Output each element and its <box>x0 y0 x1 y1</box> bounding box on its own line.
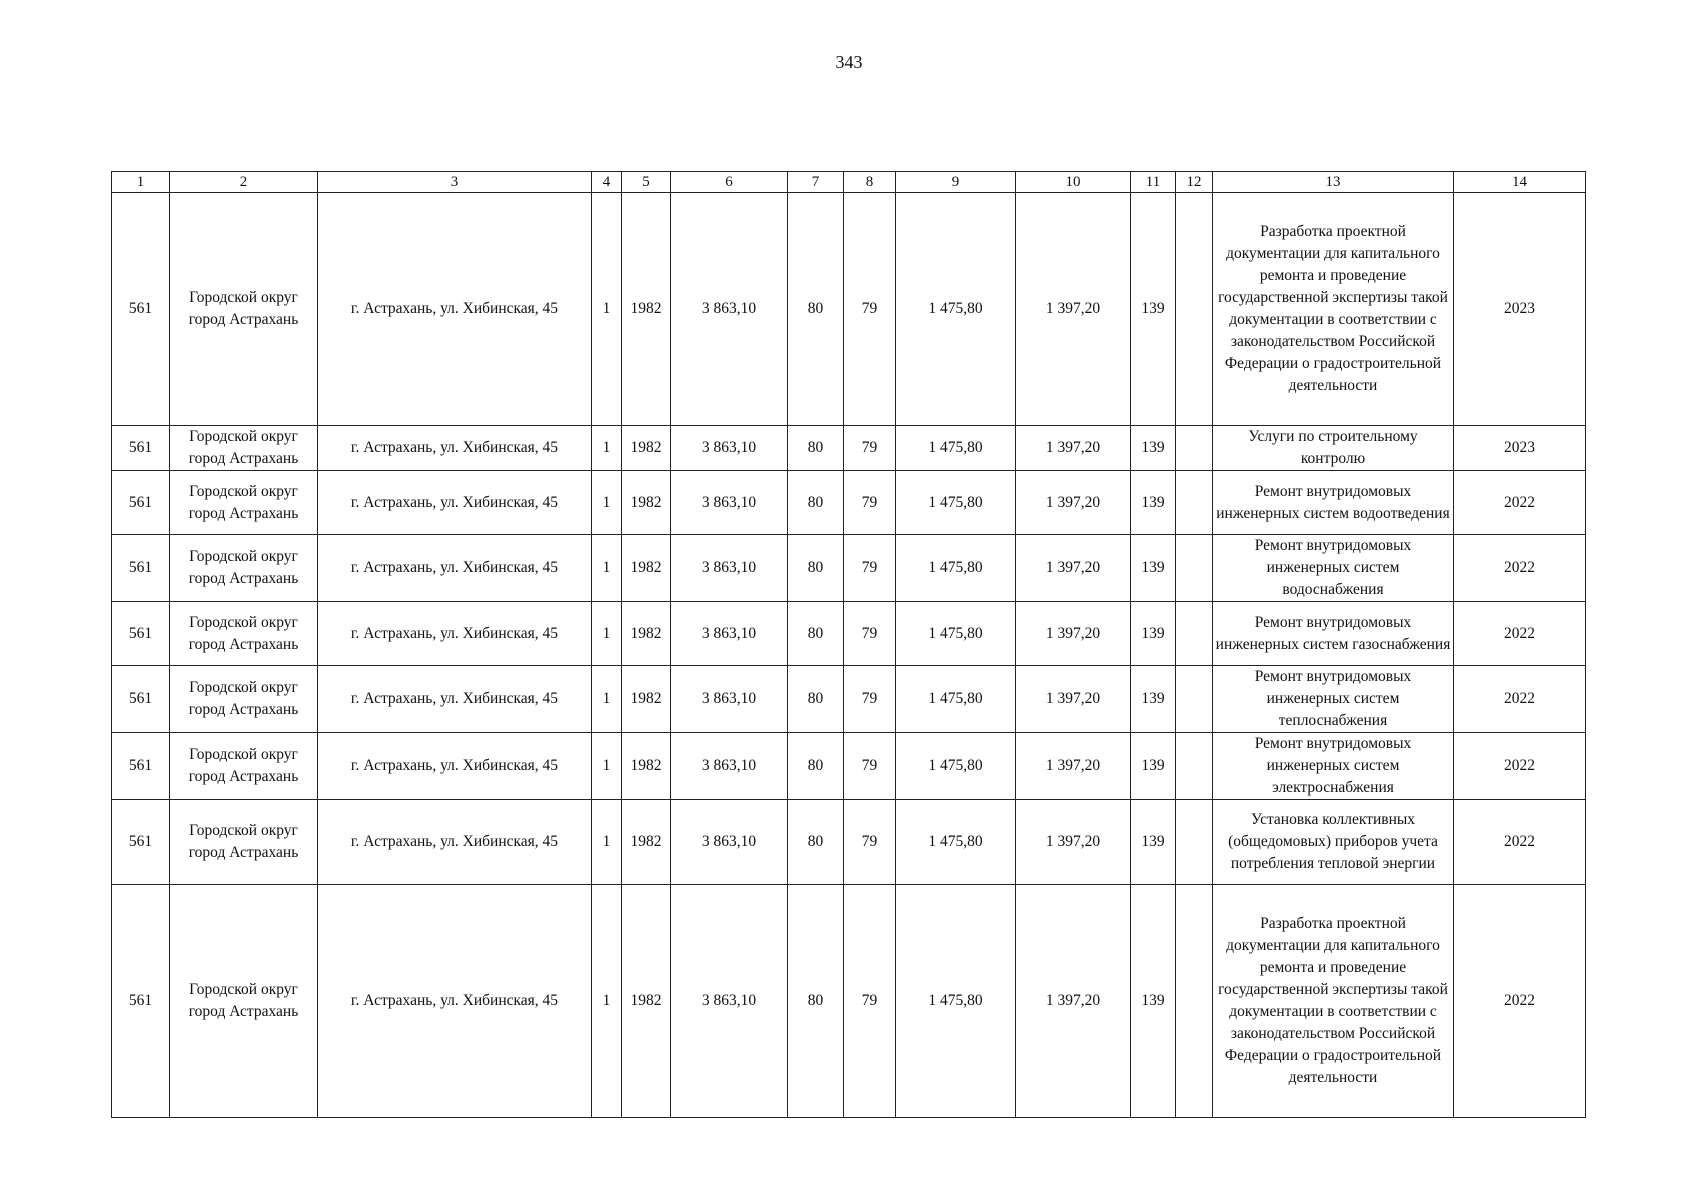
col-8-cell: 79 <box>844 602 896 666</box>
table-row <box>112 733 1586 800</box>
area-10-cell: 1 397,20 <box>1016 800 1131 885</box>
address-cell: г. Астрахань, ул. Хибинская, 45 <box>318 471 592 535</box>
work-type-cell: Ремонт внутридомовых инженерных систем водоснабжения <box>1213 535 1454 602</box>
capital-repair-table <box>111 171 1586 1118</box>
table-row <box>112 602 1586 666</box>
total-area-cell: 3 863,10 <box>671 800 788 885</box>
column-header-11: 11 <box>1131 172 1176 193</box>
area-9-cell: 1 475,80 <box>896 193 1016 426</box>
column-number-row <box>112 172 1586 193</box>
area-10-cell: 1 397,20 <box>1016 885 1131 1118</box>
row-number-cell: 561 <box>112 666 170 733</box>
column-header-6: 6 <box>671 172 788 193</box>
municipality-cell: Городской округ город Астрахань <box>170 535 318 602</box>
col-7-cell: 80 <box>788 666 844 733</box>
col-7-cell: 80 <box>788 426 844 471</box>
area-9-cell: 1 475,80 <box>896 535 1016 602</box>
col-4-cell: 1 <box>592 666 622 733</box>
col-7-cell: 80 <box>788 602 844 666</box>
column-header-14: 14 <box>1454 172 1586 193</box>
work-type-cell: Ремонт внутридомовых инженерных систем теплоснабжения <box>1213 666 1454 733</box>
year-cell: 1982 <box>622 885 671 1118</box>
area-10-cell: 1 397,20 <box>1016 733 1131 800</box>
col-8-cell: 79 <box>844 193 896 426</box>
total-area-cell: 3 863,10 <box>671 733 788 800</box>
column-header-7: 7 <box>788 172 844 193</box>
column-header-9: 9 <box>896 172 1016 193</box>
area-9-cell: 1 475,80 <box>896 426 1016 471</box>
residents-cell: 139 <box>1131 733 1176 800</box>
col-4-cell: 1 <box>592 800 622 885</box>
address-cell: г. Астрахань, ул. Хибинская, 45 <box>318 535 592 602</box>
col-7-cell: 80 <box>788 535 844 602</box>
total-area-cell: 3 863,10 <box>671 193 788 426</box>
table-row <box>112 666 1586 733</box>
col-8-cell: 79 <box>844 471 896 535</box>
column-header-12: 12 <box>1176 172 1213 193</box>
column-header-8: 8 <box>844 172 896 193</box>
residents-cell: 139 <box>1131 885 1176 1118</box>
address-cell: г. Астрахань, ул. Хибинская, 45 <box>318 426 592 471</box>
area-10-cell: 1 397,20 <box>1016 602 1131 666</box>
col-4-cell: 1 <box>592 602 622 666</box>
col-7-cell: 80 <box>788 885 844 1118</box>
work-type-cell: Ремонт внутридомовых инженерных систем газоснабжения <box>1213 602 1454 666</box>
residents-cell: 139 <box>1131 602 1176 666</box>
address-cell: г. Астрахань, ул. Хибинская, 45 <box>318 733 592 800</box>
col-12-cell <box>1176 193 1213 426</box>
col-12-cell <box>1176 426 1213 471</box>
col-12-cell <box>1176 733 1213 800</box>
residents-cell: 139 <box>1131 800 1176 885</box>
address-cell: г. Астрахань, ул. Хибинская, 45 <box>318 193 592 426</box>
address-cell: г. Астрахань, ул. Хибинская, 45 <box>318 666 592 733</box>
plan-year-cell: 2023 <box>1454 426 1586 471</box>
col-12-cell <box>1176 535 1213 602</box>
residents-cell: 139 <box>1131 426 1176 471</box>
area-9-cell: 1 475,80 <box>896 471 1016 535</box>
col-8-cell: 79 <box>844 733 896 800</box>
col-8-cell: 79 <box>844 666 896 733</box>
residents-cell: 139 <box>1131 666 1176 733</box>
plan-year-cell: 2022 <box>1454 666 1586 733</box>
residents-cell: 139 <box>1131 193 1176 426</box>
row-number-cell: 561 <box>112 193 170 426</box>
col-8-cell: 79 <box>844 800 896 885</box>
column-header-3: 3 <box>318 172 592 193</box>
municipality-cell: Городской округ город Астрахань <box>170 733 318 800</box>
municipality-cell: Городской округ город Астрахань <box>170 666 318 733</box>
col-4-cell: 1 <box>592 885 622 1118</box>
plan-year-cell: 2022 <box>1454 535 1586 602</box>
col-12-cell <box>1176 666 1213 733</box>
municipality-cell: Городской округ город Астрахань <box>170 193 318 426</box>
work-type-cell: Услуги по строительному контролю <box>1213 426 1454 471</box>
total-area-cell: 3 863,10 <box>671 666 788 733</box>
table-row <box>112 426 1586 471</box>
area-9-cell: 1 475,80 <box>896 885 1016 1118</box>
plan-year-cell: 2023 <box>1454 193 1586 426</box>
col-4-cell: 1 <box>592 733 622 800</box>
col-4-cell: 1 <box>592 426 622 471</box>
year-cell: 1982 <box>622 193 671 426</box>
address-cell: г. Астрахань, ул. Хибинская, 45 <box>318 800 592 885</box>
plan-year-cell: 2022 <box>1454 800 1586 885</box>
column-header-10: 10 <box>1016 172 1131 193</box>
row-number-cell: 561 <box>112 471 170 535</box>
residents-cell: 139 <box>1131 471 1176 535</box>
row-number-cell: 561 <box>112 426 170 471</box>
col-7-cell: 80 <box>788 193 844 426</box>
col-7-cell: 80 <box>788 800 844 885</box>
municipality-cell: Городской округ город Астрахань <box>170 602 318 666</box>
municipality-cell: Городской округ город Астрахань <box>170 426 318 471</box>
column-header-2: 2 <box>170 172 318 193</box>
year-cell: 1982 <box>622 733 671 800</box>
row-number-cell: 561 <box>112 602 170 666</box>
plan-year-cell: 2022 <box>1454 471 1586 535</box>
area-9-cell: 1 475,80 <box>896 602 1016 666</box>
row-number-cell: 561 <box>112 733 170 800</box>
work-type-cell: Ремонт внутридомовых инженерных систем водоотведения <box>1213 471 1454 535</box>
table-row <box>112 535 1586 602</box>
col-12-cell <box>1176 602 1213 666</box>
table-row <box>112 800 1586 885</box>
area-9-cell: 1 475,80 <box>896 733 1016 800</box>
municipality-cell: Городской округ город Астрахань <box>170 885 318 1118</box>
municipality-cell: Городской округ город Астрахань <box>170 800 318 885</box>
row-number-cell: 561 <box>112 535 170 602</box>
residents-cell: 139 <box>1131 535 1176 602</box>
total-area-cell: 3 863,10 <box>671 426 788 471</box>
work-type-cell: Ремонт внутридомовых инженерных систем электроснабжения <box>1213 733 1454 800</box>
col-7-cell: 80 <box>788 733 844 800</box>
area-9-cell: 1 475,80 <box>896 800 1016 885</box>
area-10-cell: 1 397,20 <box>1016 666 1131 733</box>
row-number-cell: 561 <box>112 800 170 885</box>
plan-year-cell: 2022 <box>1454 733 1586 800</box>
col-8-cell: 79 <box>844 885 896 1118</box>
year-cell: 1982 <box>622 426 671 471</box>
total-area-cell: 3 863,10 <box>671 535 788 602</box>
municipality-cell: Городской округ город Астрахань <box>170 471 318 535</box>
col-12-cell <box>1176 800 1213 885</box>
col-12-cell <box>1176 471 1213 535</box>
year-cell: 1982 <box>622 602 671 666</box>
col-8-cell: 79 <box>844 426 896 471</box>
column-header-4: 4 <box>592 172 622 193</box>
year-cell: 1982 <box>622 471 671 535</box>
col-4-cell: 1 <box>592 471 622 535</box>
area-9-cell: 1 475,80 <box>896 666 1016 733</box>
work-type-cell: Установка коллективных (общедомовых) приборов учета потребления тепловой энергии <box>1213 800 1454 885</box>
year-cell: 1982 <box>622 800 671 885</box>
area-10-cell: 1 397,20 <box>1016 535 1131 602</box>
year-cell: 1982 <box>622 535 671 602</box>
total-area-cell: 3 863,10 <box>671 471 788 535</box>
table-row <box>112 885 1586 1118</box>
address-cell: г. Астрахань, ул. Хибинская, 45 <box>318 885 592 1118</box>
col-8-cell: 79 <box>844 535 896 602</box>
total-area-cell: 3 863,10 <box>671 602 788 666</box>
plan-year-cell: 2022 <box>1454 602 1586 666</box>
col-4-cell: 1 <box>592 535 622 602</box>
table-row <box>112 193 1586 426</box>
page-number: 343 <box>835 52 863 72</box>
column-header-13: 13 <box>1213 172 1454 193</box>
address-cell: г. Астрахань, ул. Хибинская, 45 <box>318 602 592 666</box>
work-type-cell: Разработка проектной документации для капитального ремонта и проведение государственной экспертизы такой документации в соответствии с законодательством Российской Федерации о градостроительной деятельности <box>1213 193 1454 426</box>
col-4-cell: 1 <box>592 193 622 426</box>
table-row <box>112 471 1586 535</box>
col-7-cell: 80 <box>788 471 844 535</box>
col-12-cell <box>1176 885 1213 1118</box>
area-10-cell: 1 397,20 <box>1016 471 1131 535</box>
work-type-cell: Разработка проектной документации для капитального ремонта и проведение государственной экспертизы такой документации в соответствии с законодательством Российской Федерации о градостроительной деятельности <box>1213 885 1454 1118</box>
area-10-cell: 1 397,20 <box>1016 426 1131 471</box>
row-number-cell: 561 <box>112 885 170 1118</box>
year-cell: 1982 <box>622 666 671 733</box>
column-header-5: 5 <box>622 172 671 193</box>
area-10-cell: 1 397,20 <box>1016 193 1131 426</box>
total-area-cell: 3 863,10 <box>671 885 788 1118</box>
column-header-1: 1 <box>112 172 170 193</box>
plan-year-cell: 2022 <box>1454 885 1586 1118</box>
